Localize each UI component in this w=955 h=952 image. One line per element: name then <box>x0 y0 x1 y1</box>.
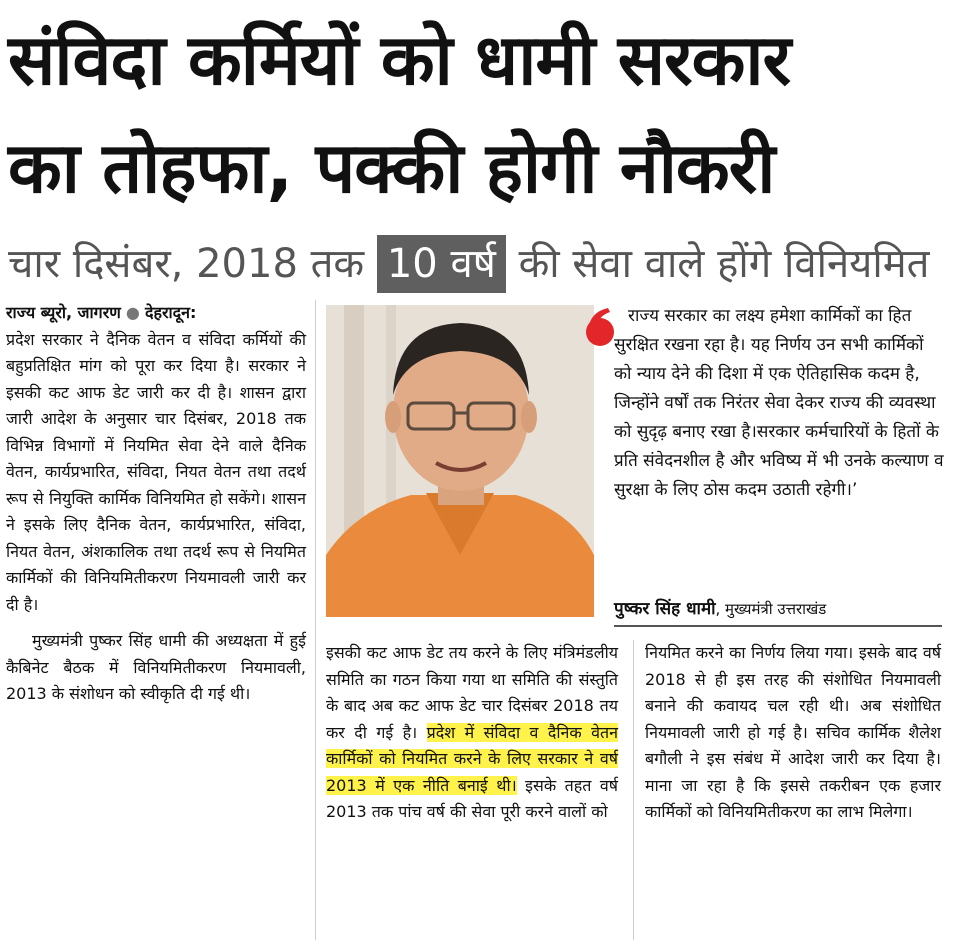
quote-byline <box>614 597 826 621</box>
subheadline-before: चार दिसंबर, 2018 तक <box>8 241 365 287</box>
column-divider <box>315 300 316 940</box>
article-text: नियमित करने का निर्णय लिया गया। इसके बाद वर्ष 2018 से ही इस तरह की संशोधित नियमावली बनाने की कवायद चल रही थी। अब संशोधित नियमावली जारी हो गई है। सचिव कार्मिक शैलेश बगौली ने इस संबंध में आदेश जारी कर दिया है। माना जा रहा है कि इससे तकरीबन एक हजार कार्मिकों को विनियमितीकरण का लाभ मिलेगा। <box>645 643 941 821</box>
quote-author: पुष्कर सिंह धामी <box>614 599 716 619</box>
pull-quote <box>614 302 944 505</box>
dateline-bureau: राज्य ब्यूरो, जागरण <box>6 303 121 322</box>
headline-line-2: का तोहफा, पक्की होगी नौकरी <box>8 127 775 209</box>
quote-designation: , मुख्यमंत्री उत्तराखंड <box>715 600 827 618</box>
highlighted-text: प्रदेश में संविदा व दैनिक वेतन कार्मिकों को नियमित करने के लिए सरकार ने वर्ष 2013 में एक नीति बनाई थी। <box>326 722 619 795</box>
headline-line-1: संविदा कर्मियों को धामी सरकार <box>8 19 791 101</box>
portrait-photo <box>326 305 594 617</box>
article-paragraph: मुख्यमंत्री पुष्कर सिंह धामी की अध्यक्षता में हुई कैबिनेट बैठक में विनियमितीकरण नियमावली, 2013 के संशोधन को स्वीकृति दी गई थी। <box>6 631 306 703</box>
dateline-place: देहरादून: <box>144 303 197 322</box>
article-column-3 <box>645 640 941 826</box>
dateline <box>6 300 306 327</box>
article-column-2 <box>326 640 618 826</box>
article-column-1 <box>6 300 306 708</box>
quote-text: राज्य सरकार का लक्ष्य हमेशा कार्मिकों का हित सुरक्षित रखना रहा है। यह निर्णय उन सभी कार्मिकों को न्याय देने की दिशा में एक ऐतिहासिक कदम है, जिन्होंने वर्षों तक निरंतर सेवा देकर राज्य की व्यवस्था को सुदृढ़ बनाए रखा है।सरकार कर्मचारियों के हितों के प्रति संवेदनशील है और भविष्य में भी उनके कल्याण व सुरक्षा के लिए ठोस कदम उठाती रहेगी।’ <box>614 306 944 500</box>
article-paragraph: प्रदेश सरकार ने दैनिक वेतन व संविदा कर्मियों की बहुप्रतिक्षित मांग को पूरा कर दिया है। सरकार ने इसकी कट आफ डेट जारी कर दी है। शासन द्वारा जारी आदेश के अनुसार चार दिसंबर, 2018 तक विभिन्न विभागों में नियमित सेवा देने वाले दैनिक वेतन, कार्यप्रभारित, संविदा, नियत वेतन तथा तदर्थ रूप से नियुक्ति कार्मिक विनियमित हो सकेंगे। शासन ने इसके लिए दैनिक वेतन, कार्यप्रभारित, संविदा, नियत वेतन, अंशकालिक तथा तदर्थ रूप से नियमित कार्मिकों की विनियमितीकरण नियमावली जारी कर दी है। <box>6 329 306 614</box>
subheadline-after: की सेवा वाले होंगे विनियमित <box>518 241 930 287</box>
article-text: इसकी कट आफ डेट तय करने के लिए मंत्रिमंडलीय समिति का गठन किया गया था समिति की संस्तुति के बाद अब कट आफ डेट चार दिसंबर 2018 तय कर दी गई है। <box>326 643 618 742</box>
subheadline-highlight-box: 10 वर्ष <box>377 235 506 293</box>
byline-rule <box>614 625 942 627</box>
article-text: इसके तहत वर्ष 2013 तक पांच वर्ष की सेवा पूरी करने वालों को <box>326 775 618 821</box>
subheadline <box>8 233 948 295</box>
column-divider <box>633 640 634 940</box>
dateline-separator: ● <box>125 303 140 322</box>
